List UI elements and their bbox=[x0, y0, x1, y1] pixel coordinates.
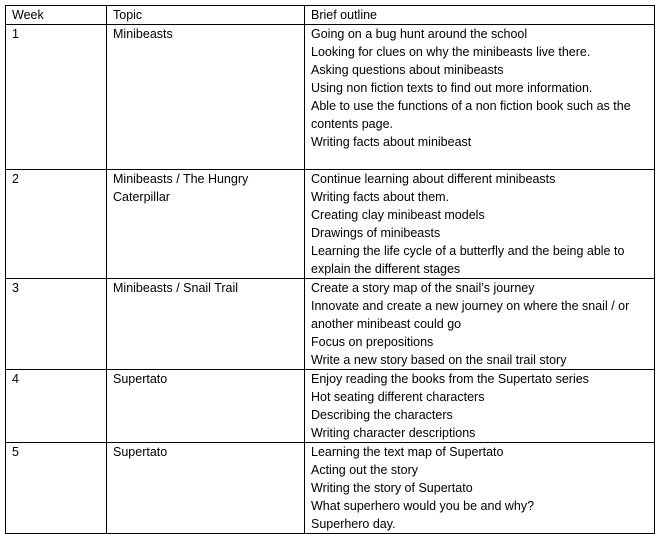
week-cell: 3 bbox=[6, 279, 107, 370]
outline-line: Looking for clues on why the minibeasts live there. bbox=[311, 45, 591, 59]
outline-line: Writing facts about minibeast bbox=[311, 135, 472, 149]
outline-line: Writing facts about them. bbox=[311, 190, 450, 204]
table-row bbox=[6, 370, 655, 443]
topic-plan-table bbox=[5, 5, 655, 534]
outline-line: Drawings of minibeasts bbox=[311, 226, 441, 240]
outline-line: Going on a bug hunt around the school bbox=[311, 27, 528, 41]
week-cell: 4 bbox=[6, 370, 107, 443]
outline-line: Write a new story based on the snail trail story bbox=[311, 353, 567, 367]
week-cell: 1 bbox=[6, 25, 107, 170]
table-row bbox=[6, 279, 655, 370]
outline-line: Able to use the functions of a non fiction book such as the contents page. bbox=[311, 99, 631, 131]
outline-line: Superhero day. bbox=[311, 517, 396, 531]
outline-line: Continue learning about different minibeasts bbox=[311, 172, 556, 186]
outline-line: Describing the characters bbox=[311, 408, 453, 422]
topic-cell: Supertato bbox=[107, 443, 305, 534]
topic-cell: Minibeasts / The Hungry Caterpillar bbox=[107, 170, 305, 279]
topic-header: Topic bbox=[107, 6, 305, 25]
outline-line: Enjoy reading the books from the Supertato series bbox=[311, 372, 589, 386]
outline-line: Learning the life cycle of a butterfly and the being able to explain the different stages bbox=[311, 244, 625, 276]
outline-line: Focus on prepositions bbox=[311, 335, 434, 349]
outline-line: Writing the story of Supertato bbox=[311, 481, 473, 495]
outline-line: What superhero would you be and why? bbox=[311, 499, 535, 513]
outline-line: Learning the text map of Supertato bbox=[311, 445, 504, 459]
week-header: Week bbox=[6, 6, 107, 25]
table-row bbox=[6, 443, 655, 534]
outline-line: Innovate and create a new journey on where the snail / or another minibeast could go bbox=[311, 299, 630, 331]
outline-header: Brief outline bbox=[305, 6, 655, 25]
outline-cell bbox=[305, 25, 655, 170]
topic-cell: Supertato bbox=[107, 370, 305, 443]
week-cell: 2 bbox=[6, 170, 107, 279]
outline-line: Writing character descriptions bbox=[311, 426, 476, 440]
header-row bbox=[6, 6, 655, 25]
topic-cell: Minibeasts bbox=[107, 25, 305, 170]
table-row bbox=[6, 170, 655, 279]
outline-line: Creating clay minibeast models bbox=[311, 208, 485, 222]
week-cell: 5 bbox=[6, 443, 107, 534]
outline-line: Using non fiction texts to find out more information. bbox=[311, 81, 593, 95]
outline-cell bbox=[305, 443, 655, 534]
outline-line: Hot seating different characters bbox=[311, 390, 485, 404]
outline-cell bbox=[305, 279, 655, 370]
outline-line: Acting out the story bbox=[311, 463, 419, 477]
table-row bbox=[6, 25, 655, 170]
outline-line: Asking questions about minibeasts bbox=[311, 63, 504, 77]
outline-cell bbox=[305, 170, 655, 279]
outline-cell bbox=[305, 370, 655, 443]
outline-line: Create a story map of the snail’s journey bbox=[311, 281, 535, 295]
topic-cell: Minibeasts / Snail Trail bbox=[107, 279, 305, 370]
